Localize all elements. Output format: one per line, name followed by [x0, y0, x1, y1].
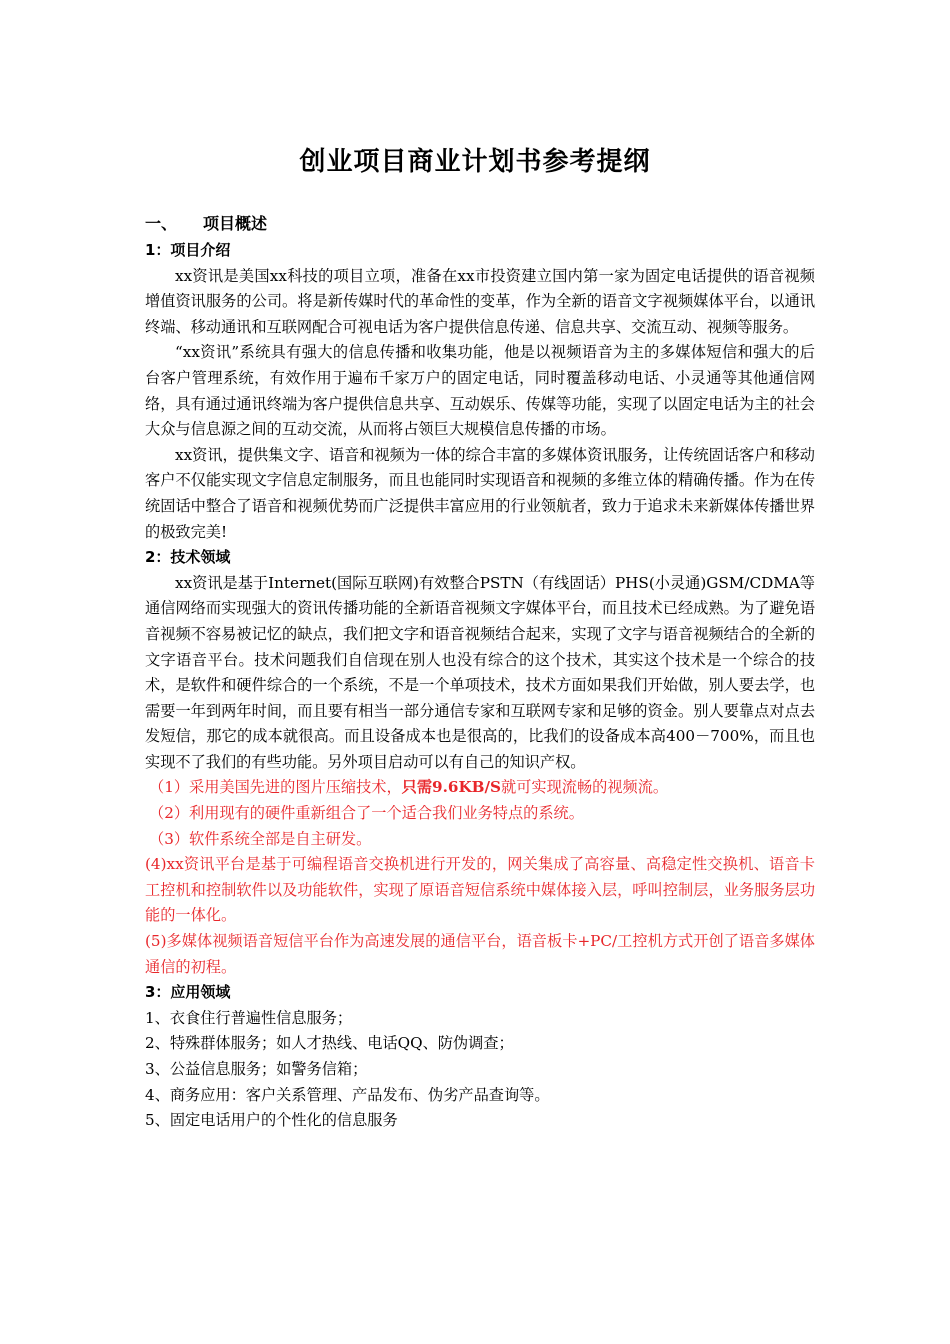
list-item: 2、特殊群体服务；如人才热线、电话QQ、防伪调查；	[145, 1034, 514, 1053]
document-title: 创业项目商业计划书参考提纲	[299, 147, 651, 177]
tech-point-4: (4)xx资讯平台是基于可编程语音交换机进行开发的，网关集成了高容量、高稳定性交换机、语音卡工控机和控制软件以及功能软件，实现了原语音短信系统中媒体接入层，呼叫控制层，业务服务层功能的一体化。	[145, 855, 815, 925]
section-number: 一、	[145, 214, 178, 233]
paragraph: “xx资讯”系统具有强大的信息传播和收集功能，他是以视频语音为主的多媒体短信和强大的后台客户管理系统，有效作用于遍布千家万户的固定电话，同时覆盖移动电话、小灵通等其他通信网络，具有通过通讯终端为客户提供信息共享、互动娱乐、传媒等功能，实现了以固定电话为主的社会大众与信息源之间的互动交流，从而将占领巨大规模信息传播的市场。	[145, 343, 815, 439]
list-item: 4、商务应用：客户关系管理、产品发布、伪劣产品查询等。	[145, 1085, 550, 1104]
tech-point-2: （2）利用现有的硬件重新组合了一个适合我们业务特点的系统。	[149, 804, 584, 823]
tech-point-3: （3）软件系统全部是自主研发。	[149, 829, 372, 848]
paragraph: xx资讯是美国xx科技的项目立项，准备在xx市投资建立国内第一家为固定电话提供的语音视频增值资讯服务的公司。将是新传媒时代的革命性的变革，作为全新的语音文字视频媒体平台，以通讯终端、移动通讯和互联网配合可视电话为客户提供信息传递、信息共享、交流互动、视频等服务。	[145, 266, 815, 336]
tech-point-1: （1）采用美国先进的图片压缩技术，只需9.6KB/S就可实现流畅的视频流。	[149, 778, 669, 797]
subsection-heading-tech: 2：技术领域	[145, 548, 231, 567]
paragraph: xx资讯是基于Internet(国际互联网)有效整合PSTN（有线固话）PHS(小灵通)GSM/CDMA等通信网络而实现强大的资讯传播功能的全新语音视频文字媒体平台，而且技术已经成熟。为了避免语音视频不容易被记忆的缺点，我们把文字和语音视频结合起来，实现了文字与语音视频结合的全新的文字语音平台。技术问题我们自信现在别人也没有综合的这个技术，其实这个技术是一个综合的技术，是软件和硬件综合的一个系统，不是一个单项技术，技术方面如果我们开始做，别人要去学，也需要一年到两年时间，而且要有相当一部分通信专家和互联网专家和足够的资金。别人要靠点对点去发短信，那它的成本就很高。而且设备成本也是很高的，比我们的设备成本高400－700%，而且也实现不了我们的有些功能。另外项目启动可以有自己的知识产权。	[145, 573, 815, 771]
paragraph: xx资讯，提供集文字、语音和视频为一体的综合丰富的多媒体资讯服务，让传统固话客户和移动客户不仅能实现文字信息定制服务，而且也能同时实现语音和视频的多维立体的精确传播。作为在传统固话中整合了语音和视频优势而广泛提供丰富应用的行业领航者，致力于追求未来新媒体传播世界的极致完美!	[145, 445, 815, 541]
tech-point-5: (5)多媒体视频语音短信平台作为高速发展的通信平台，语音板卡+PC/工控机方式开创了语音多媒体通信的初程。	[145, 932, 815, 976]
subsection-heading-apps: 3：应用领域	[145, 983, 231, 1002]
highlight-text: 只需9.6KB/S	[401, 778, 502, 797]
document-body	[145, 210, 815, 1134]
list-item: 5、固定电话用户的个性化的信息服务	[145, 1111, 398, 1130]
subsection-heading-intro: 1：项目介绍	[145, 241, 231, 259]
list-item: 3、公益信息服务；如警务信箱；	[145, 1060, 368, 1078]
section-heading	[145, 210, 815, 238]
list-item: 1、衣食住行普遍性信息服务；	[145, 1008, 353, 1027]
section-title: 项目概述	[203, 214, 268, 233]
